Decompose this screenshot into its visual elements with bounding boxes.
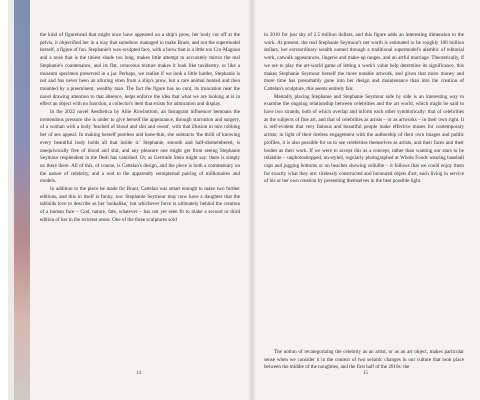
left-page-text (40, 32, 240, 225)
right-page (252, 0, 480, 400)
book-spread (8, 0, 476, 400)
right-page-text-bottom (264, 349, 464, 372)
right-paragraph-2: Mentally placing Stephanie and Stephanie Seymour side by side is an interesting way to examine the ongoing relationship between celebrities and the art world, which might be said to have two strands, both of which overlap and inform each other symbiotically: that of celebrities as the subjects of fine art, and that of celebrities as artists – or as artworks – in their own right. It is self-evident that very famous and beautiful people make effective muses for contemporary artists; in light of their tireless engagement with the authorship of their own images and public profiles, it is also possible for us to see celebrities themselves as artists, and their faces and their bodies as their work. If we were to accept this as a concept, rather than wanting our stars to be relatable – unphotoshopped, un-styled, regularly photographed at Whole Foods wearing baseball caps and jogging bottoms or on beaches showing cellulite – it follows that we could enjoy them for exactly what they are: tirelessly constructed and honoured objets d'art, each living in service of his or her own creation by presenting themselves in the best possible light. (264, 93, 464, 185)
right-paragraph-3: The notion of recategorizing the celebrity as an artist, or as an art object, makes particular sense when we consider it in the context of two seismic changes in our culture that took place between the middle of the noughties, and the first half of the 2010s: the (264, 349, 464, 371)
right-paragraph-1: in 2010 for just shy of 2.5 million dollars, and this figure adds an interesting dimension to the work. At present, the real Stephanie Seymour's net worth is estimated to be roughly 100 million dollars, her extraordinary wealth earned through a traditional supermodel's alembic of editorial work, catwalk appearances, lingerie and make-up ranges, and an artful marriage. Theoretically, if we are to play the art-world game of letting a work's value help determine its significance, this makes Stephanie Seymour herself the more notable artwork, and given that more money and more time has presumably gone into her design and maintenance than into the creation of Cattelan's sculpture, this seems entirely fair. (264, 32, 464, 92)
left-page-number: 14 (136, 371, 141, 376)
left-paragraph-2: In the 2022 novel Aesthetica by Allie Rowbottom, an Instagram influencer bemoans the tremendous pressure she is under to give herself the appearance, through starvation and surgery, of a woman with a body 'leached of blood and shit and sweat', with that illusion in turn robbing her of sex appeal. In making herself poreless and bone-thin, she subtracts 'the thrill of knowing every beautiful body holds all that inside it.' Stephanie, smooth and half-dismembered, is unequivocally free of blood and shit, and any pleasure one might get from seeing Stephanie Seymour resplendent in the flesh has vanished. Or, as Gertrude Stein might say: there is simply no there there. All of this, of course, is Cattelan's design, and the piece is both a commentary on the nature of celebrity, and a nod to the apparently semipternal pairing of millionaires and models. (40, 109, 240, 185)
right-page-text-top (264, 32, 464, 186)
left-paragraph-3: In addition to the piece he made for Brant, Cattelan was smart enough to make two further editions, and this in itself is funny, too: Stephanie Seymour may now have a daughter that the tabloids love to describe as her 'lookalike,' but whichever force is ultimately behind the creation of a human face – God, nature, fate, whatever – has not yet seen fit to make a second or third edition of her in the strictest sense. One of the three sculptures sold (40, 186, 240, 223)
right-page-number: 15 (363, 371, 368, 376)
page-gutter (248, 0, 256, 400)
left-paragraph-1: the kind of figurehead that might once have appeared on a ship's prow, her body cut off at the pelvis, it objectified her in a way that somehow managed to make Brant, and not the supermodel herself, a figure of fun. Stephanie's wax-sculpted face, with a brow that is a little too Cro-Magnon and a nose that is the tiniest shade too long, makes little attempt to accurately mirror the real Stephanie's countenance, and its flat, cetaceous texture makes it look like taxidermy, or like a museum specimen preserved in a jar. Perhaps, we realise if we look a little harder, Stephanie is not and has never been an alluring siren from a ship's prow, but a rare animal hunted and then mounted by a preeminent, wealthy man. The fact the figure has no cunt, its truncation near the navel drawing attention to that absence, helps enforce the idea that what we are looking at is in effect an object with no function, a collector's item that exists for admiration and display. (40, 32, 240, 108)
book-cover-edge (14, 0, 30, 400)
left-page (30, 0, 252, 400)
